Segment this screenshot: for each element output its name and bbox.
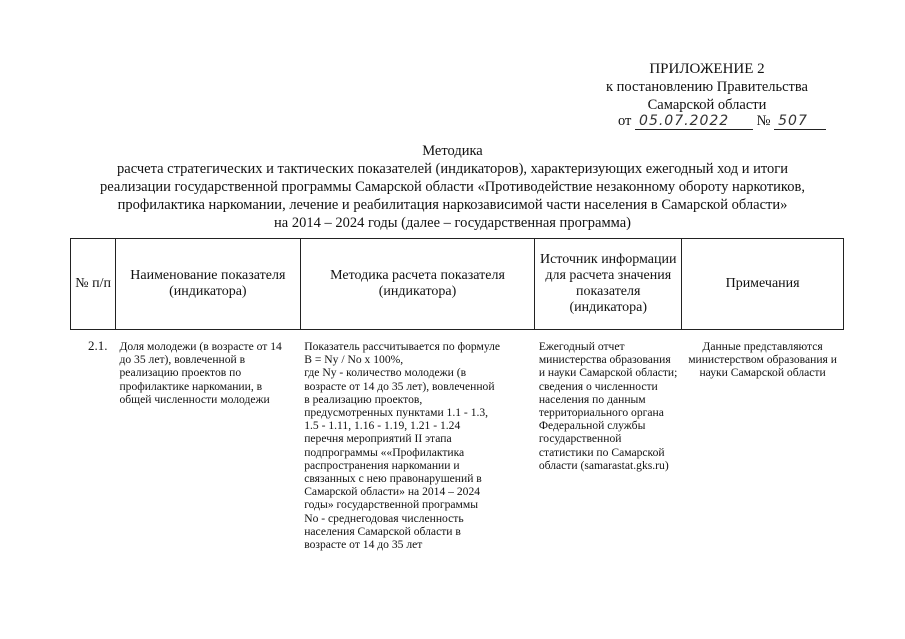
header-information-source: Источник информации для расчета значения показателя (индикатора) — [535, 239, 682, 330]
header-calculation-method: Методика расчета показателя (индикатора) — [300, 239, 535, 330]
method-line: связанных с нею правонарушений в — [304, 472, 482, 486]
appendix-region-line: Самарской области — [647, 97, 767, 113]
header-number: № п/п — [71, 239, 116, 330]
method-line: перечня мероприятий II этапа — [304, 432, 452, 446]
row-information-source: Ежегодный отчет министерства образования и науки Самарской области; сведения о численности населения по данным территориального органа Федеральной службы государственной статистики по Самарской области (samarastat.gks.ru) — [538, 340, 678, 472]
method-line: Самарской области» на 2014 – 2024 — [304, 485, 481, 499]
method-line: возрасте от 14 до 35 лет — [304, 538, 423, 552]
method-line: Nо - среднегодовая численность — [304, 511, 464, 525]
resolution-date-line — [618, 113, 826, 130]
method-line: возрасте от 14 до 35 лет), вовлеченной — [304, 379, 495, 393]
indicators-table — [70, 238, 844, 553]
date-prefix: от — [618, 113, 632, 129]
method-formula: B = Nу / Nо x 100%, — [304, 353, 404, 367]
appendix-label: ПРИЛОЖЕНИЕ 2 — [649, 61, 765, 77]
title-line-2: расчета стратегических и тактических показателей (индикаторов), характеризующих ежегодный ход и итоги — [117, 161, 788, 177]
document-title — [60, 142, 845, 232]
method-line: Показатель рассчитывается по формуле — [304, 340, 501, 353]
header-notes: Примечания — [682, 239, 844, 330]
title-line-5: на 2014 – 2024 годы (далее – государственная программа) — [274, 215, 631, 231]
header-indicator-name: Наименование показателя (индикатора) — [115, 239, 300, 330]
title-line-4: профилактика наркомании, лечение и реабилитация наркозависимой части населения в Самарской области» — [117, 197, 788, 213]
handwritten-number: 507 — [774, 113, 826, 130]
appendix-resolution-line: к постановлению Правительства — [606, 79, 808, 95]
number-prefix: № — [756, 113, 771, 129]
row-indicator-name: Доля молодежи (в возрасте от 14 до 35 лет), вовлеченной в реализацию проектов по профилактике наркомании, в общей численности молодежи — [119, 340, 282, 406]
row-number: 2.1. — [87, 338, 108, 353]
method-line: годы» государственной программы — [304, 498, 479, 512]
appendix-header — [577, 60, 837, 114]
handwritten-date: 05.07.2022 — [635, 113, 753, 130]
method-line: предусмотренных пунктами 1.1 - 1.3, — [304, 406, 489, 420]
method-line: подпрограммы ««Профилактика — [304, 445, 465, 459]
row-calculation-method — [300, 330, 535, 554]
table-header-row — [71, 239, 844, 330]
method-line: в реализацию проектов, — [304, 392, 423, 406]
table-row — [71, 330, 844, 554]
method-line: где Nу - количество молодежи (в — [304, 366, 467, 380]
title-line-3: реализации государственной программы Самарской области «Противодействие незаконному обороту наркотиков, — [100, 179, 805, 195]
row-notes: Данные представляются министерством образования и науки Самарской области — [688, 340, 837, 380]
method-line: распространения наркомании и — [304, 458, 460, 472]
method-line: населения Самарской области в — [304, 524, 461, 538]
title-line-1: Методика — [422, 143, 483, 159]
method-line: 1.5 - 1.11, 1.16 - 1.19, 1.21 - 1.24 — [304, 419, 461, 433]
